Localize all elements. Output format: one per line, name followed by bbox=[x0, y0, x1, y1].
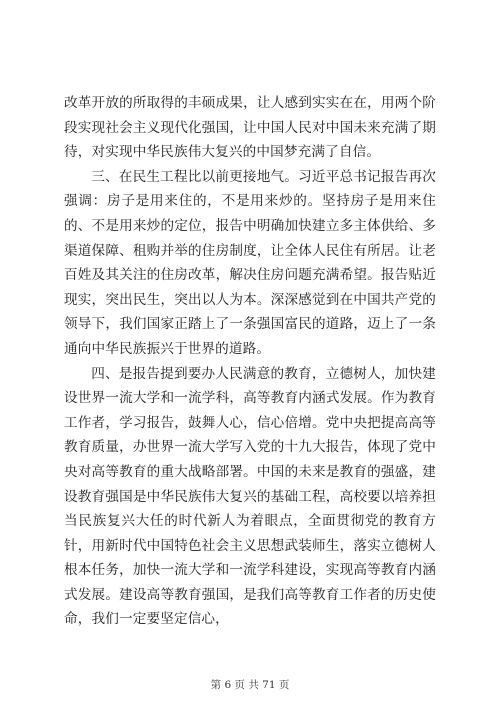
paragraph-1: 改革开放的所取得的丰硕成果，让人感到实实在在，用两个阶段实现社会主义现代化强国，让中国人民对中国未来充满了期待，对实现中华民族伟大复兴的中国梦充满了自信。 bbox=[64, 95, 436, 161]
paragraph-3: 四、是报告提到要办人民满意的教育，立德树人，加快建设世界一流大学和一流学科，高等教育内涵式发展。作为教育工作者，学习报告，鼓舞人心，信心倍增。党中央把提高高等教育质量，办世界一流大学写入党的十九大报告，体现了党中央对高等教育的重大战略部署。中国的未来是教育的强盛，建设教育强国是中华民族伟大复兴的基础工程，高校要以培养担当民族复兴大任的时代新人为着眼点，全面贯彻党的教育方针，用新时代中国特色社会主义思想武装师生，落实立德树人根本任务，加快一流大学和一流学科建设，实现高等教育内涵式发展。建设高等教育强国，是我们高等教育工作者的历史使命，我们一定要坚定信心， bbox=[64, 365, 436, 628]
paragraph-2: 三、在民生工程比以前更接地气。习近平总书记报告再次强调：房子是用来住的，不是用来炒的。坚持房子是用来住的、不是用来炒的定位，报告中明确加快建立多主体供给、多渠道保障、租购并举的住房制度，让全体人民住有所居。让老百姓及其关注的住房改革，解决住房问题充满希望。报告贴近现实，突出民生，突出以人为本。深深感觉到在中国共产党的领导下，我们国家正踏上了一条强国富民的道路，迈上了一条通向中华民族振兴于世界的道路。 bbox=[64, 168, 436, 357]
page-number-footer: 第 6 页 共 71 页 bbox=[210, 679, 290, 691]
document-body bbox=[64, 91, 436, 632]
